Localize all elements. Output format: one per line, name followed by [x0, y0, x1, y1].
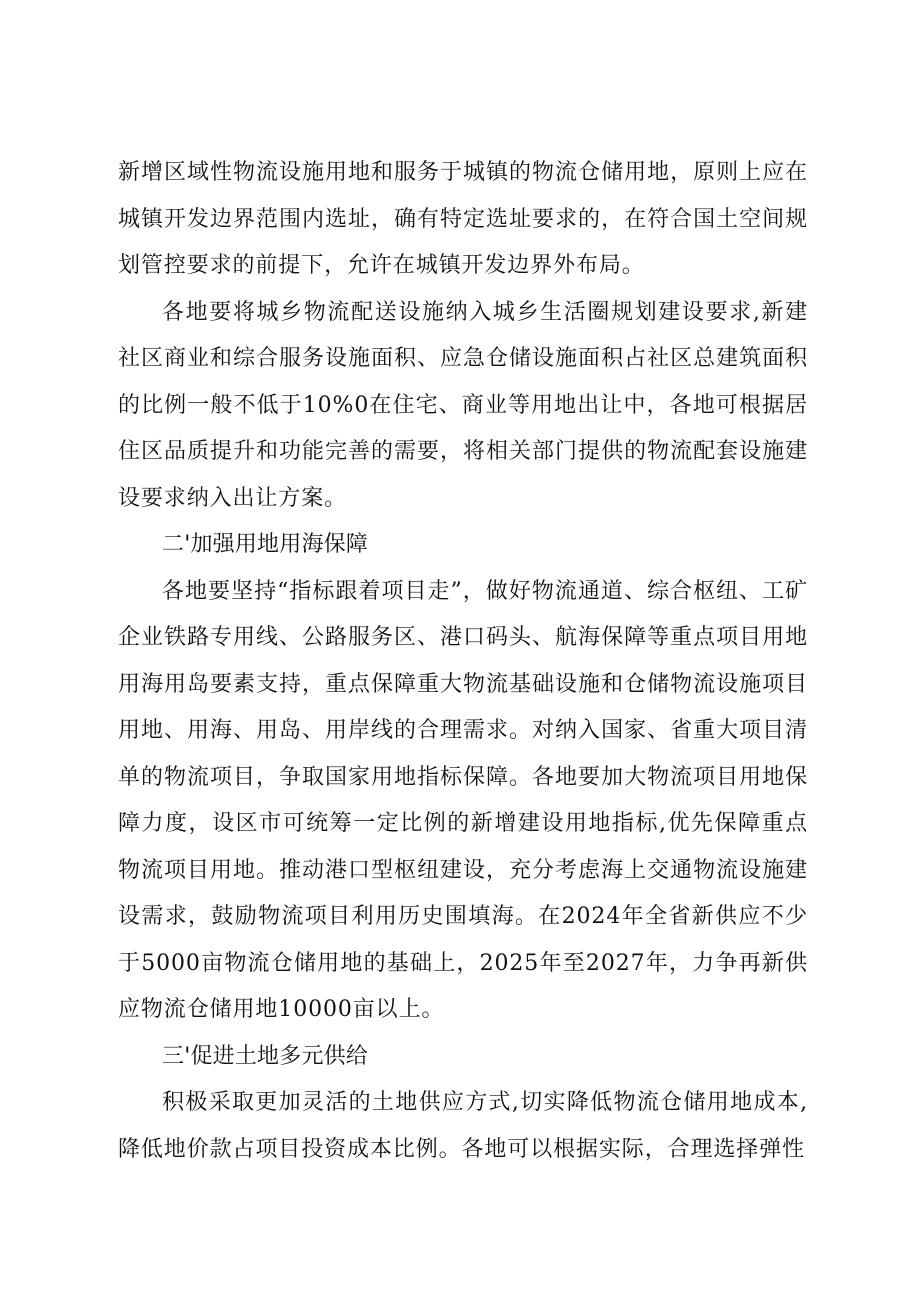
paragraph-diversified-land-supply: 积极采取更加灵活的土地供应方式,切实降低物流仓储用地成本,降低地价款占项目投资成本比例。各地可以根据实际，合理选择弹性 [118, 1090, 808, 1162]
document-body [118, 150, 808, 1173]
paragraph-community-logistics-facilities: 各地要将城乡物流配送设施纳入城乡生活圈规划建设要求,新建社区商业和综合服务设施面积、应急仓储设施面积占社区总建筑面积的比例一般不低于10%0在住宅、商业等用地出让中，各地可根据居住区品质提升和功能完善的需要，将相关部门提供的物流配套设施建设要求纳入出让方案。 [118, 299, 808, 511]
paragraph-urban-logistics-land: 新增区域性物流设施用地和服务于城镇的物流仓储用地，原则上应在城镇开发边界范围内选址，确有特定选址要求的，在符合国土空间规划管控要求的前提下，允许在城镇开发边界外布局。 [118, 160, 808, 278]
section-heading-land-sea-guarantee: 二'加强用地用海保障 [162, 532, 369, 557]
section-heading-diversified-land-supply: 三'促进土地多元供给 [162, 1043, 369, 1069]
paragraph-land-sea-guarantee: 各地要坚持“指标跟着项目走”，做好物流通道、综合枢纽、工矿企业铁路专用线、公路服务区、港口码头、航海保障等重点项目用地用海用岛要素支持，重点保障重大物流基础设施和仓储物流设施项目用地、用海、用岛、用岸线的合理需求。对纳入国家、省重大项目清单的物流项目，争取国家用地指标保障。各地要加大物流项目用地保障力度，设区市可统筹一定比例的新增建设用地指标,优先保障重点物流项目用地。推动港口型枢纽建设，充分考虑海上交通物流设施建设需求，鼓励物流项目利用历史围填海。在2024年全省新供应不少于5000亩物流仓储用地的基础上，2025年至2027年，力争再新供应物流仓储用地10000亩以上。 [118, 578, 808, 1022]
